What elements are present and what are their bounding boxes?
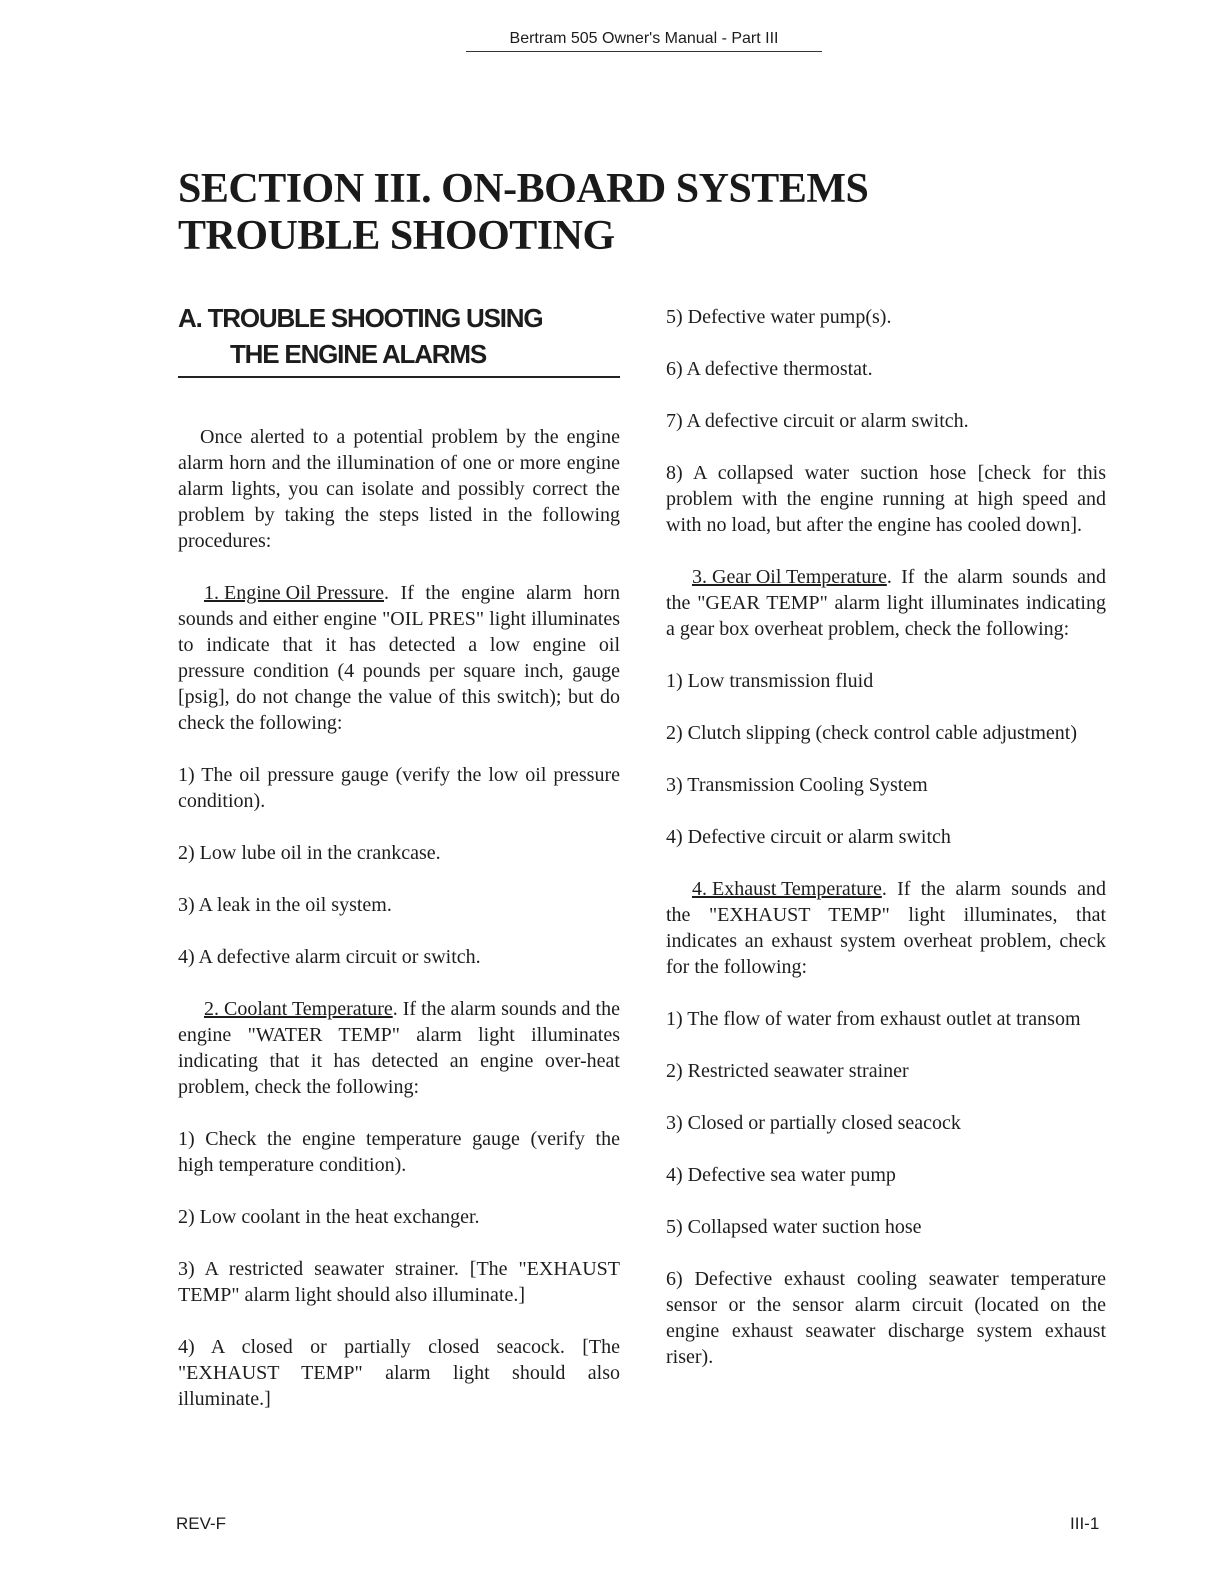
exhaust-text: . If the alarm sounds and the "EXHAUST TEMP" light illuminates, that indicates an exhaust system overheat problem, check for the following: bbox=[666, 878, 1106, 978]
exhaust-item-2: 2) Restricted seawater strainer bbox=[666, 1060, 909, 1082]
oil-pressure-paragraph bbox=[178, 580, 620, 736]
section-title: SECTION III. ON-BOARD SYSTEMS TROUBLE SHOOTING bbox=[178, 166, 869, 259]
coolant-item-4: 4) A closed or partially closed seacock. [The "EXHAUST TEMP" alarm light should also illuminate.] bbox=[178, 1336, 620, 1410]
oil-item-2: 2) Low lube oil in the crankcase. bbox=[178, 842, 441, 864]
coolant-text: . If the alarm sounds and the engine "WATER TEMP" alarm light illuminates indicating that it has detected an engine over-heat problem, check the following: bbox=[178, 998, 620, 1098]
gear-item-2: 2) Clutch slipping (check control cable adjustment) bbox=[666, 722, 1077, 744]
exhaust-item-4: 4) Defective sea water pump bbox=[666, 1164, 896, 1186]
gear-item-1: 1) Low transmission fluid bbox=[666, 670, 874, 692]
running-header: Bertram 505 Owner's Manual - Part III bbox=[466, 30, 822, 52]
coolant-item-1: 1) Check the engine temperature gauge (verify the high temperature condition). bbox=[178, 1128, 620, 1176]
exhaust-item-3: 3) Closed or partially closed seacock bbox=[666, 1112, 961, 1134]
subsection-heading bbox=[178, 300, 620, 378]
coolant-item-5: 5) Defective water pump(s). bbox=[666, 306, 892, 328]
intro-paragraph: Once alerted to a potential problem by the engine alarm horn and the illumination of one or more engine alarm lights, you can isolate and possibly correct the problem by taking the steps listed in the following procedures: bbox=[178, 426, 620, 552]
exhaust-item-1: 1) The flow of water from exhaust outlet at transom bbox=[666, 1008, 1081, 1030]
coolant-paragraph bbox=[178, 996, 620, 1100]
oil-item-1: 1) The oil pressure gauge (verify the low oil pressure condition). bbox=[178, 764, 620, 812]
exhaust-item-5: 5) Collapsed water suction hose bbox=[666, 1216, 922, 1238]
gear-item-4: 4) Defective circuit or alarm switch bbox=[666, 826, 951, 848]
subsection-heading-line1: A. TROUBLE SHOOTING USING bbox=[178, 303, 543, 333]
oil-item-3: 3) A leak in the oil system. bbox=[178, 894, 392, 916]
gear-oil-text: . If the alarm sounds and the "GEAR TEMP" alarm light illuminates indicating a gear box overheat problem, check the following: bbox=[666, 566, 1106, 640]
exhaust-paragraph bbox=[666, 876, 1106, 980]
footer-page-number: III-1 bbox=[1070, 1514, 1100, 1533]
gear-oil-paragraph bbox=[666, 564, 1106, 642]
coolant-item-7: 7) A defective circuit or alarm switch. bbox=[666, 410, 969, 432]
coolant-item-3: 3) A restricted seawater strainer. [The "EXHAUST TEMP" alarm light should also illuminate.] bbox=[178, 1258, 620, 1306]
exhaust-heading: 4. Exhaust Temperature bbox=[692, 878, 882, 900]
subsection-heading-line2: THE ENGINE ALARMS bbox=[230, 339, 486, 369]
gear-item-3: 3) Transmission Cooling System bbox=[666, 774, 928, 796]
right-column bbox=[666, 300, 1106, 1370]
left-column bbox=[178, 300, 620, 1412]
oil-item-4: 4) A defective alarm circuit or switch. bbox=[178, 946, 481, 968]
gear-oil-heading: 3. Gear Oil Temperature bbox=[692, 566, 887, 588]
oil-pressure-text: . If the engine alarm horn sounds and either engine "OIL PRES" light illuminates to indicate that it has detected a low engine oil pressure condition (4 pounds per square inch, gauge [psig], do not change the value of this switch); but do check the following: bbox=[178, 582, 620, 734]
oil-pressure-heading: 1. Engine Oil Pressure bbox=[204, 582, 384, 604]
exhaust-item-6: 6) Defective exhaust cooling seawater temperature sensor or the sensor alarm circuit (located on the engine exhaust seawater discharge system exhaust riser). bbox=[666, 1268, 1106, 1368]
coolant-item-6: 6) A defective thermostat. bbox=[666, 358, 873, 380]
coolant-item-8: 8) A collapsed water suction hose [check for this problem with the engine running at high speed and with no load, but after the engine has cooled down]. bbox=[666, 462, 1106, 536]
footer-revision: REV-F bbox=[176, 1514, 227, 1533]
coolant-item-2: 2) Low coolant in the heat exchanger. bbox=[178, 1206, 480, 1228]
coolant-heading: 2. Coolant Temperature bbox=[204, 998, 393, 1020]
